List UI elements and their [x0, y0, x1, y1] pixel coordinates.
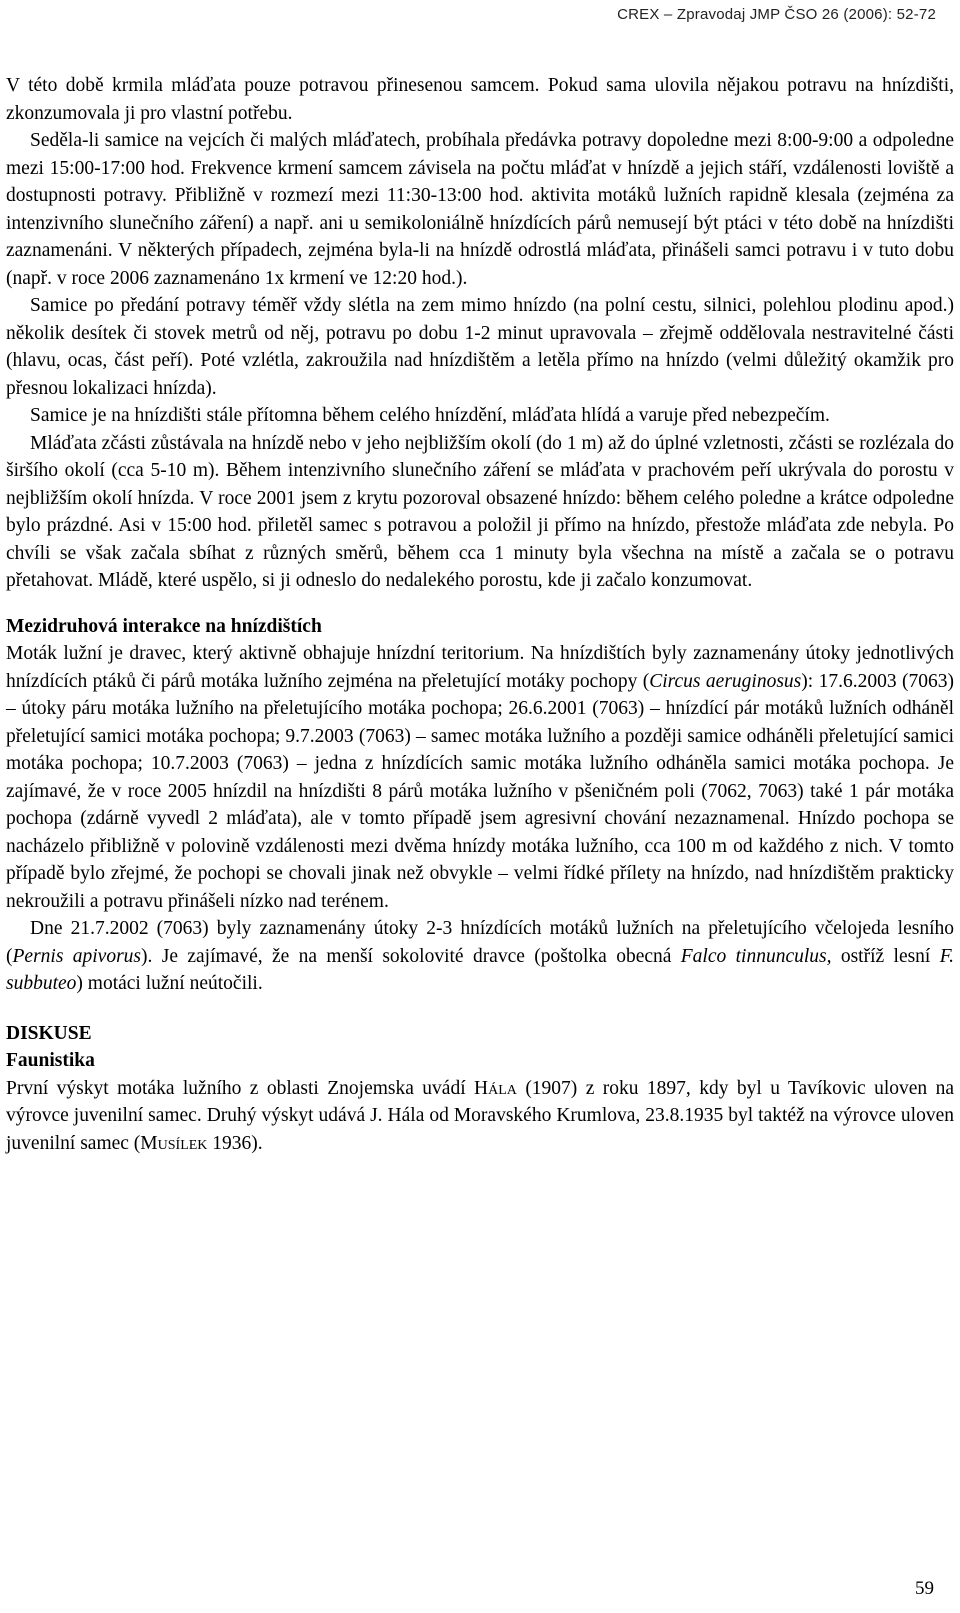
page-number: 59: [915, 1578, 934, 1599]
section-heading-interaction: Mezidruhová interakce na hnízdištích: [6, 615, 322, 637]
interaction-paragraph-1: [6, 640, 954, 915]
body-paragraph-4: Samice je na hnízdišti stále přítomna během celého hnízdění, mláďata hlídá a varuje před nebezpečím.: [30, 405, 830, 426]
text-run: ): 17.6.2003 (7063) – útoky páru motáka lužního na přeletujícího motáka pochopa; 26.6.2001 (7063) – hnízdící pár motáků lužních odháněl přeletující samici motáka pochopa; 9.7.2003 (7063) – samec motáka lužního a později samice odháněli přeletující samici motáka pochopa; 10.7.2003 (7063) – jedna z hnízdících samic motáka lužního odháněla samici motáka pochopa. Je zajímavé, že v roce 2005 hnízdil na hnízdišti 8 párů motáka lužního v pšeničném poli (7062, 7063) také 1 pár motáka pochopa (zdárně vyvedl 2 mláďata), ale v tomto případě jsem agresivní chování nezaznamenal. Hnízdo pochopa se nacházelo přibližně v polovině vzdálenosti mezi dvěma hnízdy motáka lužního, cca 100 m od každého z nich. V tomto případě bylo zřejmé, že pochopi se chovali jinak než obvykle – velmi řídké přílety na hnízdo, nad hnízdištěm prakticky nekroužili a potravu přinášeli nízko nad terénem.: [6, 670, 955, 912]
running-header: CREX – Zpravodaj JMP ČSO 26 (2006): 52-72: [617, 6, 936, 23]
species-name: Circus aeruginosus: [649, 670, 802, 692]
cited-author: Hála: [474, 1077, 517, 1099]
text-run: Dne 21.7.2002 (7063) byly zaznamenány útoky 2-3 hnízdících motáků lužních na přeletujícího včelojeda lesního (: [6, 918, 954, 967]
species-name: Falco tinnunculus,: [680, 945, 832, 967]
subsection-heading-faunistics: Faunistika: [6, 1050, 95, 1071]
species-name: Pernis apivorus: [12, 945, 142, 967]
body-paragraph-1: V této době krmila mláďata pouze potravou přinesenou samcem. Pokud sama ulovila nějakou potravu na hnízdišti, zkonzumovala ji pro vlastní potřebu.: [6, 75, 954, 124]
interaction-paragraph-2: [6, 915, 954, 998]
section-heading-discussion: DISKUSE: [6, 1022, 92, 1044]
text-run: Moták lužní je dravec, který aktivně obhajuje hnízdní teritorium. Na hnízdištích byly zaznamenány útoky jednotlivých hnízdících ptáků či párů motáka lužního zejména na přeletující motáky pochopy (: [6, 643, 954, 692]
text-run: ) motáci lužní neútočili.: [76, 973, 263, 994]
text-run: (1907) z roku 1897, kdy byl u Tavíkovic uloven na výrovce juvenilní samec. Druhý výskyt udává J. Hála od Moravského Krumlova, 23.8.1935 byl taktéž na výrovce uloven juvenilní samec (: [6, 1077, 954, 1154]
text-run: 1936).: [207, 1132, 263, 1154]
species-name: F. subbuteo: [6, 945, 954, 994]
text-run: ). Je zajímavé, že na menší sokolovité dravce (poštolka obecná: [141, 945, 681, 967]
body-paragraph-2: Seděla-li samice na vejcích či malých mláďatech, probíhala předávka potravy dopoledne mezi 8:00-9:00 a odpoledne mezi 15:00-17:00 hod. Frekvence krmení samcem závisela na počtu mláďat v hnízdě a jejich stáří, vzdálenosti loviště a dostupnosti potravy. Přibližně v rozmezí mezi 11:30-13:00 hod. aktivita motáků lužních rapidně klesala (zejména za intenzivního slunečního záření) a např. ani u semikoloniálně hnízdících párů nemusejí být ptáci v této době na hnízdišti zaznamenáni. V některých případech, zejména byla-li na hnízdě odrostlá mláďata, přinášeli samci potravu i v tuto dobu (např. v roce 2006 zaznamenáno 1x krmení ve 12:20 hod.).: [6, 130, 954, 289]
discussion-paragraph-1: [6, 1075, 954, 1158]
text-run: První výskyt motáka lužního z oblasti Znojemska uvádí: [6, 1077, 475, 1099]
cited-author: Musílek: [140, 1132, 208, 1154]
page-body: [6, 72, 954, 1157]
text-run: ostříž lesní: [831, 945, 940, 967]
body-paragraph-5: Mláďata zčásti zůstávala na hnízdě nebo v jeho nejbližším okolí (do 1 m) až do úplné vzletnosti, zčásti se rozlézala do širšího okolí (cca 5-10 m). Během intenzivního slunečního záření se mláďata v prachovém peří ukrývala do porostu v nejbližším okolí hnízda. V roce 2001 jsem z krytu pozoroval obsazené hnízdo: během celého poledne a krátce odpoledne bylo prázdné. Asi v 15:00 hod. přiletěl samec s potravou a položil ji přímo na hnízdo, přestože mláďata zde nebyla. Po chvíli se však začala sbíhat z různých směrů, během cca 1 minuty byla všechna na místě a začala se o potravu přetahovat. Mládě, které uspělo, si ji odneslo do nedalekého porostu, kde ji začalo konzumovat.: [6, 432, 954, 591]
body-paragraph-3: Samice po předání potravy téměř vždy slétla na zem mimo hnízdo (na polní cestu, silnici, polehlou plodinu apod.) několik desítek či stovek metrů od něj, potravu po dobu 1-2 minut upravovala – zřejmě oddělovala nestravitelné části (hlavu, ocas, část peří). Poté vzlétla, zakroužila nad hnízdištěm a letěla přímo na hnízdo (velmi důležitý okamžik pro přesnou lokalizaci hnízda).: [6, 295, 954, 399]
